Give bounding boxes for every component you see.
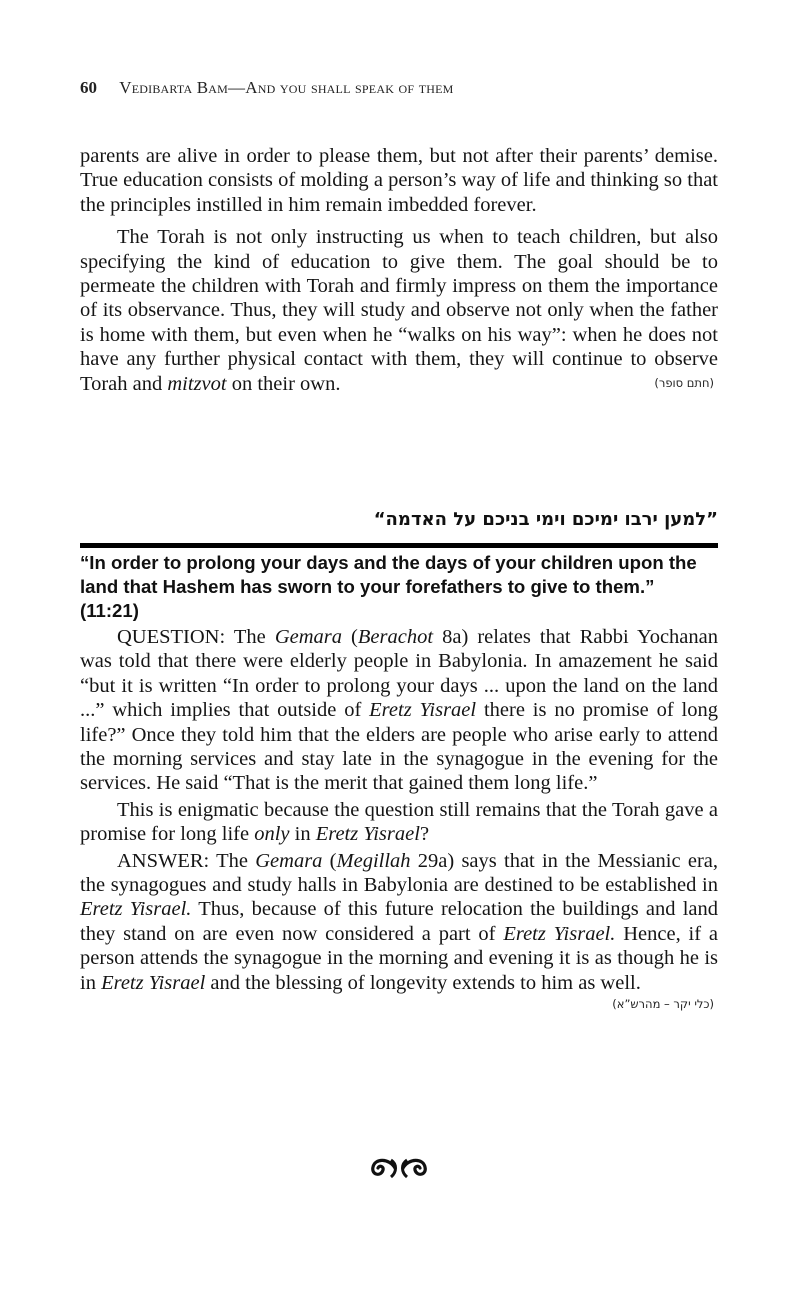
italic-term: Gemara [255, 849, 323, 872]
text-run: 8a) relates that Rabbi Yochanan was told that there were elderly people in Babylonia. In amazement he said “but it is written “In order to prolong your days ... upon the land on the land ...” which implies that outside of [80, 626, 719, 722]
italic-term: Eretz Yisrael [369, 699, 477, 722]
source-line [80, 995, 718, 1017]
paragraph-question [80, 625, 718, 796]
italic-term: mitzvot [167, 372, 227, 395]
source-citation: (חתם סופר) [654, 376, 714, 391]
text-run: Thus, because of this future relocation the buildings and land they stand on are even now considered a part of [80, 898, 718, 945]
paragraph-answer [80, 849, 718, 995]
text-run: ( [322, 849, 337, 872]
italic-term: Eretz Yisrael. [80, 898, 192, 921]
text-run: This is enigmatic because the question still remains that the Torah gave a promise for long life [80, 798, 718, 846]
italic-term: Berachot [357, 626, 434, 648]
text-run: ANSWER: The [117, 849, 256, 872]
paragraph-torah-education [80, 225, 718, 396]
text-run: QUESTION: The [117, 626, 275, 648]
page-number: 60 [80, 78, 97, 97]
italic-term: Eretz Yisrael [315, 823, 420, 846]
text-run: ( [342, 626, 358, 648]
text-run: Hence, if a person attends the synagogue in the morning and evening it is as though he is in [80, 922, 719, 994]
italic-term: Eretz Yisrael [101, 971, 206, 994]
text-run: ? [419, 823, 430, 846]
source-citation: (כלי יקר – מהרש”א) [612, 997, 714, 1012]
english-verse-heading: “In order to prolong your days and the days of your children upon the land that Hashem has sworn to your forefathers to give to them.” (11:21) [80, 552, 697, 621]
text-run: and the blessing of longevity extends to him as well. [205, 971, 641, 994]
text-run: 29a) says that in the Messianic era, the synagogues and study halls in Babylonia are destined to be established in [80, 849, 718, 897]
text-run: there is no promise of long life?” Once they told him that the elders are people who arise early to attend the morning services and stay late in the synagogue in the evening for the services. He said “That is the merit that gained them long life.” [80, 699, 718, 795]
text-run: The Torah is not only instructing us when to teach children, but also specifying the kind of education to give them. The goal should be to permeate the children with Torah and firmly impress on them the importance of its observance. Thus, they will study and observe not only when the father is home with them, but even when he “walks on his way”: when he does not have any further physical contact with them, they will continue to observe Torah and [80, 226, 718, 395]
text-run: on their own. [226, 372, 341, 395]
italic-term: Megillah [336, 849, 411, 872]
italic-term: Gemara [274, 626, 342, 648]
italic-term: Eretz Yisrael. [503, 922, 616, 945]
section-education [80, 144, 718, 396]
hebrew-verse-heading: ”למען ירבו ימיכם וימי בניכם על האדמה“ [373, 509, 718, 530]
text-run: in [289, 823, 316, 846]
book-title: Vedibarta Bam—And you shall speak of them [119, 78, 454, 97]
fleuron-icon [367, 1155, 431, 1181]
fleuron-ornament-icon [80, 1155, 718, 1188]
section-long-life [80, 551, 718, 1017]
source-line [80, 374, 718, 396]
italic-term: only [254, 823, 290, 846]
paragraph-continuation: parents are alive in order to please them, but not after their parents’ demise. True education consists of molding a person’s way of life and thinking so that the principles instilled in him remain imbedded forever. [80, 145, 718, 216]
paragraph-enigma [80, 798, 718, 847]
running-head [80, 78, 718, 98]
heading-rule [80, 543, 718, 548]
